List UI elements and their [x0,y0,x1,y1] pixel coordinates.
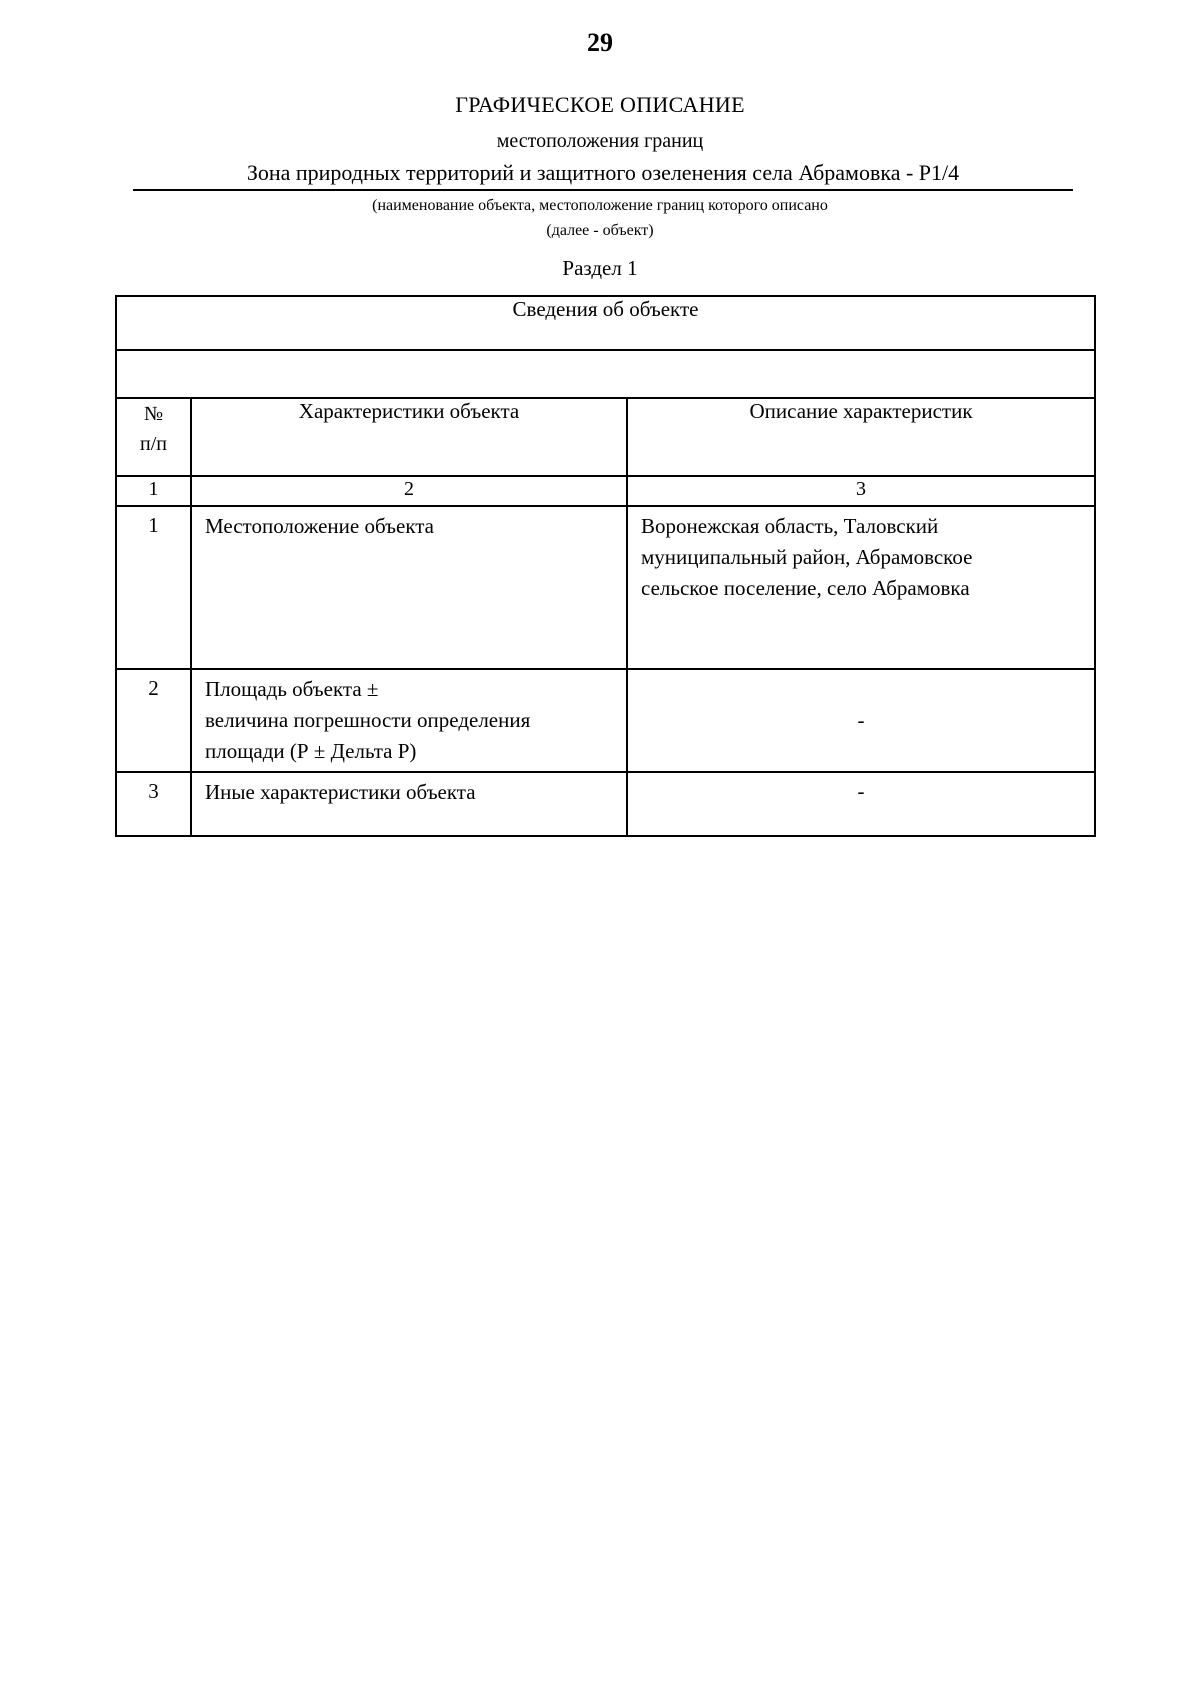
characteristic-line: Площадь объекта ± [205,677,379,701]
row-characteristic [191,772,627,836]
section-label: Раздел 1 [562,256,638,280]
table-row [116,506,1095,669]
object-name-caption [0,193,1200,243]
row-description [627,506,1095,669]
table-header: Сведения об объекте [116,296,1095,350]
column-index-3: 3 [627,476,1095,506]
row-number: 1 [116,506,191,669]
column-header-number [116,398,191,476]
table-empty-row [116,350,1095,398]
column-index-2: 2 [191,476,627,506]
row-number: 3 [116,772,191,836]
column-index-1: 1 [116,476,191,506]
row-characteristic [191,669,627,772]
description-line: сельское поселение, село Абрамовка [641,576,970,600]
characteristic-line: величина погрешности определения [205,708,531,732]
column-header-description: Описание характеристик [627,398,1095,476]
column-number-sign: № [143,403,164,425]
column-header-row [116,398,1095,476]
column-index-row [116,476,1095,506]
description-line: муниципальный район, Абрамовское [641,545,973,569]
object-name: Зона природных территорий и защитного озеленения села Абрамовка - Р1/4 [133,160,1073,191]
row-characteristic [191,506,627,669]
row-description: - [627,772,1095,836]
document-subtitle: местоположения границ [496,130,704,152]
table-row [116,669,1095,772]
description-line: Воронежская область, Таловский [641,514,939,538]
characteristic-line: Иные характеристики объекта [205,780,476,804]
document-title: ГРАФИЧЕСКОЕ ОПИСАНИЕ [455,92,745,117]
object-info-table [115,295,1096,837]
caption-line-2: (далее - объект) [546,222,654,239]
table-header-row [116,296,1095,350]
characteristic-line: площади (Р ± Дельта Р) [205,739,417,763]
caption-line-1: (наименование объекта, местоположение границ которого описано [372,197,828,214]
table-empty-cell [116,350,1095,398]
column-header-characteristic: Характеристики объекта [191,398,627,476]
characteristic-line: Местоположение объекта [205,514,435,538]
column-number-abbr: п/п [140,433,167,455]
row-description: - [627,669,1095,772]
row-number: 2 [116,669,191,772]
page-number: 29 [587,28,613,57]
table-row [116,772,1095,836]
